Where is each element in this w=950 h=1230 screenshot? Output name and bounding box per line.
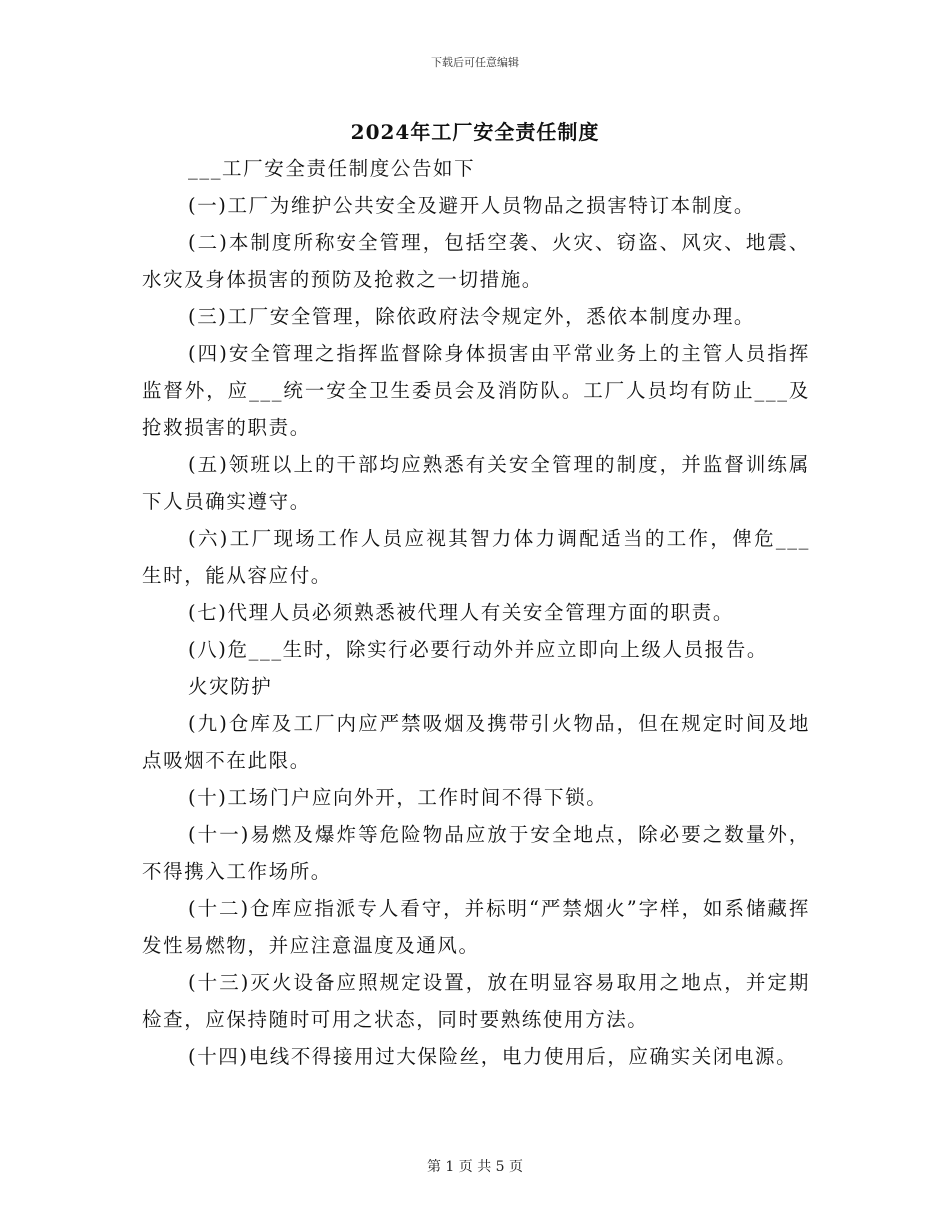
page-number: 第 1 页 共 5 页 [426, 1159, 524, 1175]
paragraph-clause-11: (十一)易燃及爆炸等危险物品应放于安全地点，除必要之数量外，不得携入工作场所。 [142, 823, 810, 883]
paragraph-intro: ___工厂安全责任制度公告如下 [188, 157, 476, 180]
document-body [142, 150, 810, 1075]
paragraph-clause-6: (六)工厂现场工作人员应视其智力体力调配适当的工作，俾危___生时，能从容应付。 [142, 527, 810, 587]
paragraph-clause-9: (九)仓库及工厂内应严禁吸烟及携带引火物品，但在规定时间及地点吸烟不在此限。 [142, 712, 810, 772]
paragraph-clause-5: (五)领班以上的干部均应熟悉有关安全管理的制度，并监督训练属下人员确实遵守。 [142, 453, 810, 513]
paragraph-clause-13: (十三)灭火设备应照规定设置，放在明显容易取用之地点，并定期检查，应保持随时可用之状态，同时要熟练使用方法。 [142, 971, 810, 1031]
paragraph-clause-3: (三)工厂安全管理，除依政府法令规定外，悉依本制度办理。 [188, 305, 756, 328]
paragraph-clause-12: (十二)仓库应指派专人看守，并标明“严禁烟火”字样，如系储藏挥发性易燃物，并应注意温度及通风。 [142, 897, 810, 957]
paragraph-clause-2: (二)本制度所称安全管理，包括空袭、火灾、窃盗、风灾、地震、水灾及身体损害的预防及抢救之一切措施。 [142, 231, 810, 291]
header-note: 下载后可任意编辑 [431, 56, 519, 69]
paragraph-clause-10: (十)工场门户应向外开，工作时间不得下锁。 [188, 786, 608, 809]
document-title: 2024年工厂安全责任制度 [350, 120, 600, 144]
paragraph-clause-4: (四)安全管理之指挥监督除身体损害由平常业务上的主管人员指挥监督外，应___统一安全卫生委员会及消防队。工厂人员均有防止___及抢救损害的职责。 [142, 342, 810, 439]
section-heading-fire-protection: 火灾防护 [188, 675, 273, 698]
paragraph-clause-8: (八)危___生时，除实行必要行动外并应立即向上级人员报告。 [188, 638, 768, 661]
paragraph-clause-7: (七)代理人员必须熟悉被代理人有关安全管理方面的职责。 [188, 601, 734, 624]
paragraph-clause-14: (十四)电线不得接用过大保险丝，电力使用后，应确实关闭电源。 [188, 1045, 798, 1068]
paragraph-clause-1: (一)工厂为维护公共安全及避开人员物品之损害特订本制度。 [188, 194, 756, 217]
